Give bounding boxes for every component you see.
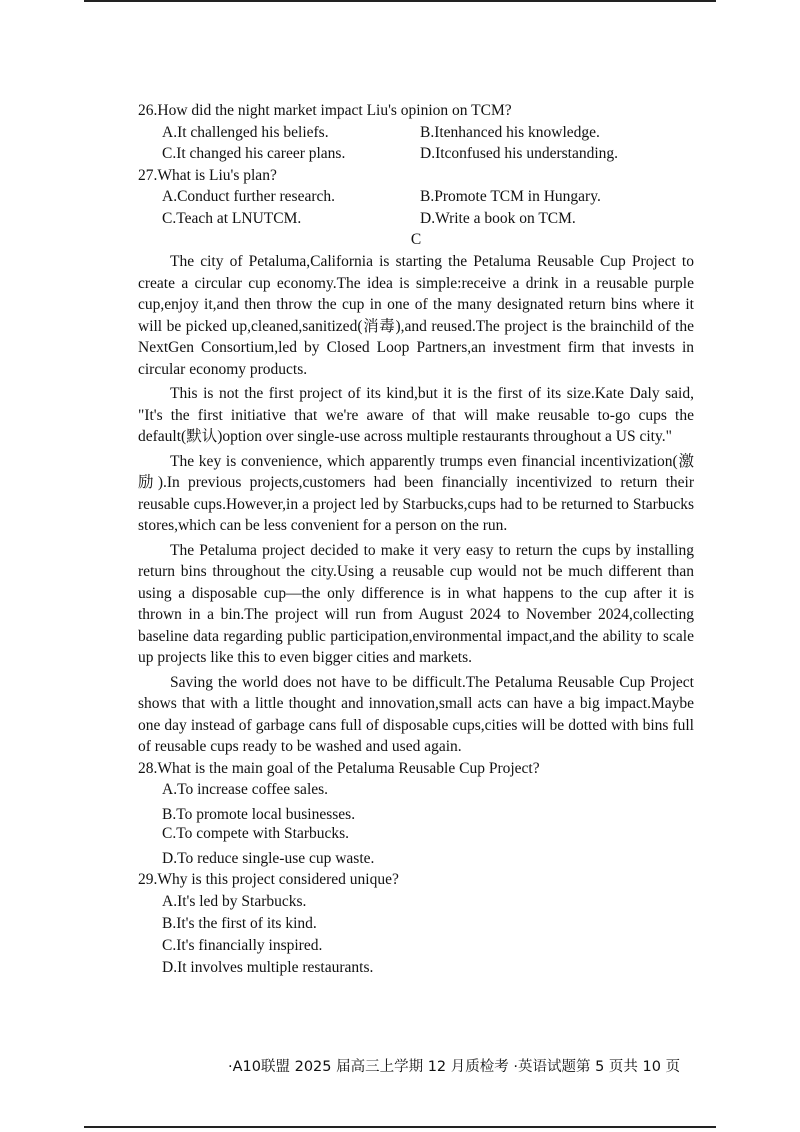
question-27-options bbox=[138, 186, 694, 229]
question-28: 28.What is the main goal of the Petaluma Reusable Cup Project? bbox=[138, 759, 540, 777]
passage-paragraph-1: The city of Petaluma,California is starting the Petaluma Reusable Cup Project to create a circular cup economy.The idea is simple:receive a drink in a reusable purple cup,enjoy it,and then throw the cup in one of the many designated return bins where it will be picked up,cleaned,sanitized(消毒),and reused.The project is the brainchild of the NextGen Consortium,led by Closed Loop Partners,an investment firm that invests in circular economy products. bbox=[138, 253, 694, 378]
passage-paragraph-4: The Petaluma project decided to make it very easy to return the cups by installing return bins throughout the city.Using a reusable cup would not be much different than using a disposable cup—the only difference is in what happens to the cup after it is thrown in a bin.The project will run from August 2024 to November 2024,collecting baseline data regarding public participation,environmental impact,and the ability to scale up projects like this to even bigger cities and markets. bbox=[138, 541, 694, 666]
question-26-options bbox=[138, 122, 694, 165]
q29-option-b: B.It's the first of its kind. bbox=[162, 914, 317, 932]
q26-option-b: B.Itenhanced his knowledge. bbox=[420, 123, 600, 141]
passage-paragraph-2: This is not the first project of its kind,but it is the first of its size.Kate Daly said, "It's the first initiative that we're aware of that will make reusable to-go cups the default(默认)option over single-use across multiple restaurants throughout a US city." bbox=[138, 385, 694, 445]
question-29: 29.Why is this project considered unique? bbox=[138, 871, 399, 888]
q28-option-b-c: B.To promote local businesses. C.To compete with Starbucks. bbox=[162, 805, 356, 842]
q29-option-a: A.It's led by Starbucks. bbox=[162, 892, 307, 910]
q29-option-c: C.It's financially inspired. bbox=[162, 936, 323, 954]
q27-option-b: B.Promote TCM in Hungary. bbox=[420, 188, 601, 205]
passage-paragraph-3: The key is convenience, which apparently trumps even financial incentivization(激励).In previous projects,customers had been financially incentivized to return their reusable cups.However,in a project led by Starbucks,cups had to be returned to Starbucks stores,which can be less convenient for a person on the run. bbox=[138, 452, 694, 534]
question-29-options bbox=[138, 891, 694, 979]
question-27: 27.What is Liu's plan? bbox=[138, 166, 277, 184]
question-28-options bbox=[138, 779, 694, 869]
passage-paragraph-5: Saving the world does not have to be difficult.The Petaluma Reusable Cup Project shows that with a little thought and innovation,small acts can have a big impact.Maybe one day instead of garbage cans full of disposable cups,cities will be dotted with bins full of reusable cups ready to be washed and used again. bbox=[138, 673, 694, 755]
q26-option-c: C.It changed his career plans. bbox=[162, 145, 346, 162]
q26-option-d: D.Itconfused his understanding. bbox=[420, 145, 619, 162]
q27-option-c: C.Teach at LNUTCM. bbox=[162, 209, 302, 227]
top-rule bbox=[84, 0, 716, 2]
q27-option-d: D.Write a book on TCM. bbox=[420, 209, 576, 227]
bottom-rule bbox=[84, 1126, 716, 1128]
q28-option-a: A.To increase coffee sales. bbox=[162, 781, 329, 798]
section-label: C bbox=[410, 231, 422, 248]
q29-option-d: D.It involves multiple restaurants. bbox=[162, 958, 374, 976]
exam-page bbox=[138, 100, 694, 979]
question-26: 26.How did the night market impact Liu's opinion on TCM? bbox=[138, 102, 512, 119]
q27-option-a: A.Conduct further research. bbox=[162, 188, 336, 205]
q28-option-d: D.To reduce single-use cup waste. bbox=[162, 849, 375, 867]
q26-option-a: A.It challenged his beliefs. bbox=[162, 123, 329, 141]
page-footer: ·A10联盟 2025 届高三上学期 12 月质检考 ·英语试题第 5 页共 10 页 bbox=[228, 1059, 681, 1075]
